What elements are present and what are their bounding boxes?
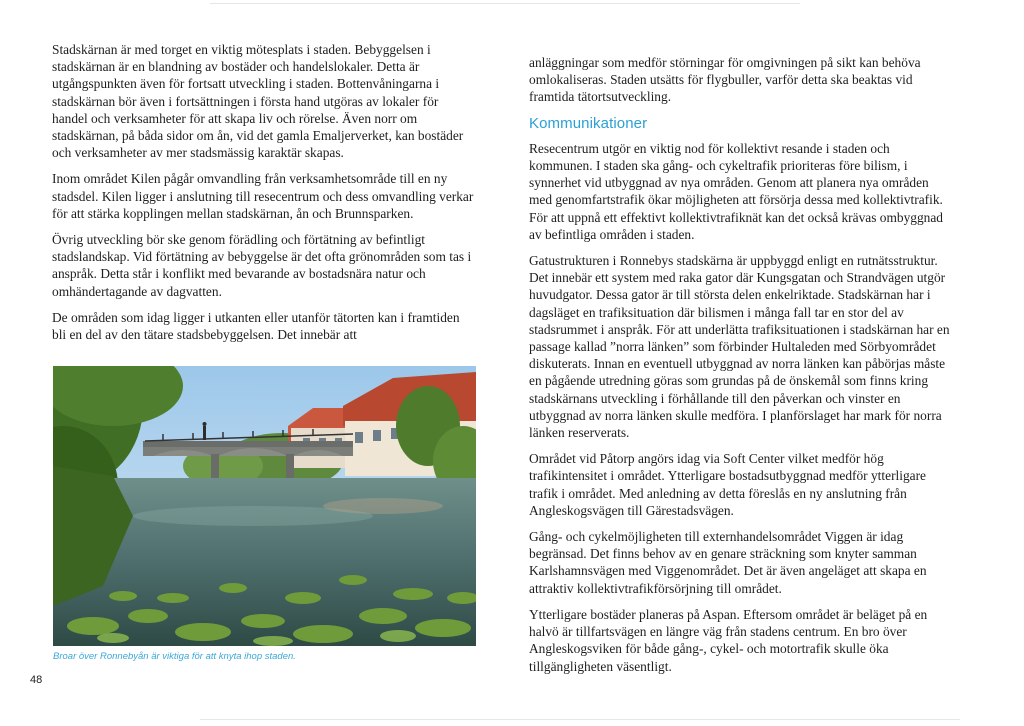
left-column: [52, 41, 474, 352]
paragraph: Ytterligare bostäder planeras på Aspan. Eftersom området är beläget på en halvö är tillfartsvägen en längre väg från stadens centrum. En bro över Angleskogsviken för både gång-, cykel- och motortrafik skulle öka tillgängligheten väsentligt.: [529, 606, 928, 674]
paragraph: Gatustrukturen i Ronnebys stadskärna är uppbyggd enligt en rutnätsstruktur. Det innebär ett system med raka gator där Kungsgatan och Strandvägen utgör huvudgator. Dessa gator är till största delen enkelriktade. Stadskärnan har i dagsläget en trafiksituation där bilismen i många fall tar en stor del av stadsrummet i anspråk. För att underlätta trafiksituationen i stadskärnan har en passage kallad ”norra länken” som förbinder Hultaleden med Sörbyområdet diskuterats. Innan en eventuell utbyggnad av norra länken kan påbörjas måste en pågående utredning göras som grundas på de önskemål som finns kring stadskärnans utveckling i förhållande till den påverkan och vinster en utbyggnad av norra länken skulle medföra. I planförslaget har mark för norra länken reserverats.: [529, 253, 950, 441]
paragraph: Inom området Kilen pågår omvandling från verksamhetsområde till en ny stadsdel. Kilen ligger i anslutning till resecentrum och dess omvandling verkar för att stärka kopplingen mellan stadskärnan, ån och Brunnsparken.: [52, 171, 474, 221]
paragraph: Övrig utveckling bör ske genom förädling och förtätning av befintligt stadslandskap. Vid förtätning av bebyggelse är det ofta grönområden som tas i anspråk. Detta står i konflikt med bevarande av bostadsnära natur och omhändertagande av dagvatten.: [52, 232, 472, 299]
section-heading: Kommunikationer: [529, 114, 648, 132]
paragraph: Gång- och cykelmöjligheten till externhandelsområdet Viggen är idag begränsad. Det finns behov av en genare sträckning som knyter samman Karlshamnsvägen med Viggenområdet. Det är även angeläget att skapa en attraktiv kollektivtrafikförsörjning till området.: [529, 529, 927, 596]
right-column: [529, 54, 953, 684]
paragraph: De områden som idag ligger i utkanten eller utanför tätorten kan i framtiden bli en del av den tätare stadsbebyggelsen. Det innebär att: [52, 309, 460, 343]
river-bridge-photo: [53, 366, 476, 646]
top-rule: [210, 3, 800, 4]
paragraph: Resecentrum utgör en viktig nod för kollektivt resande i staden och kommunen. I staden ska gång- och cykeltrafik prioriteras före bilism, i synnerhet vid utbyggnad av nya områden. Genom att planera nya områden med genomfartstrafik ökar möjligheten att försörja dessa med kollektivtrafik. För att uppnå ett effektivt kollektivtrafiknät kan det också krävas ombyggnad av befintliga områden i staden.: [529, 140, 944, 242]
bottom-rule: [200, 719, 960, 720]
page-number: 48: [30, 674, 43, 686]
paragraph: Stadskärnan är med torget en viktig mötesplats i staden. Bebyggelsen i stadskärnan är en blandning av bostäder och handelslokaler. Detta är utgångspunkten även för fortsatt utveckling i staden. Bottenvåningarna i stadskärnan bör även i fortsättningen i första hand utgöras av lokaler för handel och verksamheter för att skapa liv och rörelse. Även norr om stadskärnan, på båda sidor om ån, vid det gamla Emaljerverket, kan bostäder och verksamheter av mer stadsmässig karaktär skapas.: [52, 42, 464, 161]
paragraph: anläggningar som medför störningar för omgivningen på sikt kan behöva omlokaliseras. Staden utsätts för flygbuller, varför detta ska beaktas vid framtida tätortsutveckling.: [529, 55, 921, 105]
figure-caption: Broar över Ronnebyån är viktiga för att knyta ihop staden.: [53, 651, 296, 662]
paragraph: Området vid Påtorp angörs idag via Soft Center vilket medför hög trafikintensitet i området. Ytterligare bostadsutbyggnad medför ytterligare trafik i området. Med anledning av detta föreslås en ny anslutning från Angleskogsvägen till Gärestadsvägen.: [529, 451, 927, 518]
